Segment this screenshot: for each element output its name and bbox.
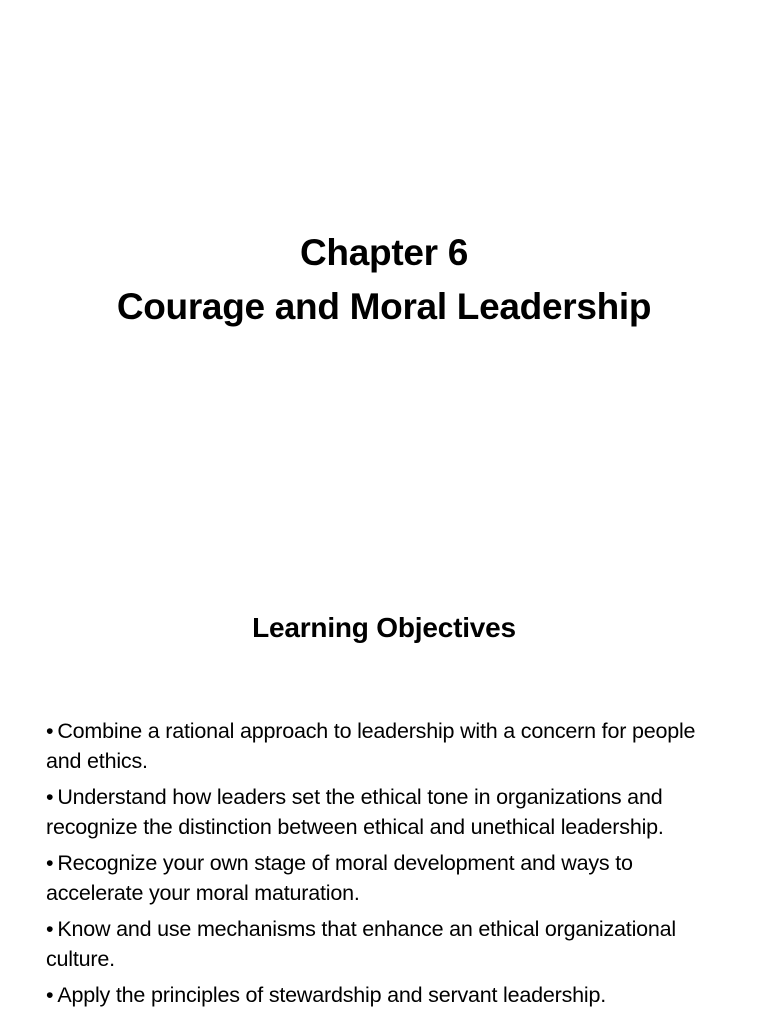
objectives-list (46, 716, 726, 1016)
objective-text: Recognize your own stage of moral development and ways to accelerate your moral maturation. (46, 851, 633, 905)
chapter-number: Chapter 6 (300, 232, 468, 273)
bullet-icon: • (46, 719, 54, 743)
bullet-icon: • (46, 785, 54, 809)
chapter-title: Courage and Moral Leadership (116, 286, 652, 327)
objective-item (46, 914, 726, 974)
objective-text: Know and use mechanisms that enhance an ethical organizational culture. (46, 917, 676, 971)
bullet-icon: • (46, 851, 54, 875)
objectives-heading: Learning Objectives (252, 612, 516, 643)
bullet-icon: • (46, 983, 54, 1007)
slide-title (0, 226, 768, 334)
objective-item (46, 848, 726, 908)
objective-item (46, 980, 726, 1010)
bullet-icon: • (46, 917, 54, 941)
objective-text: Apply the principles of stewardship and servant leadership. (57, 983, 607, 1007)
objectives-slide (0, 576, 768, 1024)
objective-item (46, 716, 726, 776)
objective-item (46, 782, 726, 842)
objective-text: Combine a rational approach to leadership with a concern for people and ethics. (46, 719, 696, 773)
objective-text: Understand how leaders set the ethical tone in organizations and recognize the distinction between ethical and unethical leadership. (46, 785, 664, 839)
